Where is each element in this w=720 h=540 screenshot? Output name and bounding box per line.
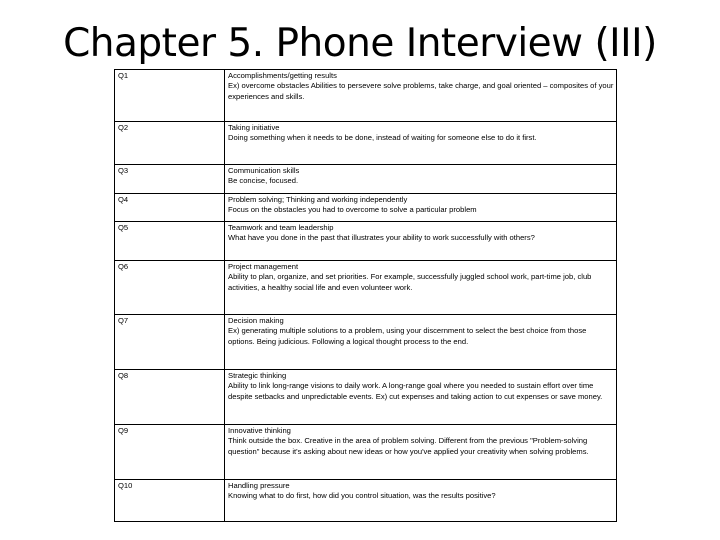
question-detail: Ex) overcome obstacles Abilities to persevere solve problems, take charge, and goal oriented – composites of your experiences and skills. — [228, 81, 614, 101]
question-detail: Focus on the obstacles you had to overcome to solve a particular problem — [228, 205, 477, 215]
table-row — [115, 370, 617, 425]
question-topic: Strategic thinking — [228, 371, 287, 380]
question-number: Q9 — [115, 425, 225, 480]
question-number: Q4 — [115, 194, 225, 222]
question-description — [225, 122, 617, 165]
question-topic: Handling pressure — [228, 481, 290, 490]
question-detail: Doing something when it needs to be done, instead of waiting for someone else to do it first. — [228, 133, 537, 143]
table-row — [115, 165, 617, 194]
question-detail: Knowing what to do first, how did you control situation, was the results positive? — [228, 491, 496, 501]
slide-title: Chapter 5. Phone Interview (III) — [63, 21, 657, 66]
question-topic: Teamwork and team leadership — [228, 223, 334, 232]
question-detail: Be concise, focused. — [228, 176, 299, 186]
question-detail: Ability to link long-range visions to daily work. A long-range goal where you needed to sustain effort over time despite setbacks and unpredictable events. Ex) cut expenses and taking action to cut expenses or save money. — [228, 381, 603, 401]
table-row — [115, 70, 617, 122]
question-number: Q10 — [115, 480, 225, 522]
question-number: Q1 — [115, 70, 225, 122]
question-topic: Taking initiative — [228, 123, 280, 132]
question-description — [225, 425, 617, 480]
question-number: Q7 — [115, 315, 225, 370]
question-topic: Project management — [228, 262, 299, 271]
question-description — [225, 222, 617, 261]
question-topic: Problem solving; Thinking and working independently — [228, 195, 408, 204]
question-description — [225, 194, 617, 222]
table-row — [115, 122, 617, 165]
question-description — [225, 370, 617, 425]
question-description — [225, 261, 617, 315]
table-row — [115, 315, 617, 370]
table-row — [115, 261, 617, 315]
table-row — [115, 194, 617, 222]
table-row — [115, 222, 617, 261]
question-description — [225, 480, 617, 522]
question-topic: Accomplishments/getting results — [228, 71, 337, 80]
question-number: Q2 — [115, 122, 225, 165]
question-description — [225, 165, 617, 194]
table-row — [115, 425, 617, 480]
question-detail: Ability to plan, organize, and set priorities. For example, successfully juggled school work, part-time job, club activities, a healthy social life and even volunteer work. — [228, 272, 592, 292]
interview-questions-table — [114, 69, 617, 522]
question-topic: Communication skills — [228, 166, 300, 175]
question-description — [225, 315, 617, 370]
question-detail: Ex) generating multiple solutions to a problem, using your discernment to select the best choice from those options. Being judicious. Following a logical thought process to the end. — [228, 326, 587, 346]
table-row — [115, 480, 617, 522]
question-number: Q5 — [115, 222, 225, 261]
question-description — [225, 70, 617, 122]
question-detail: Think outside the box. Creative in the area of problem solving. Different from the previous "Problem-solving question" because it's asking about new ideas or how you've applied your creativity when solving problems. — [228, 436, 589, 456]
question-number: Q3 — [115, 165, 225, 194]
question-number: Q6 — [115, 261, 225, 315]
question-number: Q8 — [115, 370, 225, 425]
question-topic: Decision making — [228, 316, 284, 325]
question-topic: Innovative thinking — [228, 426, 291, 435]
question-detail: What have you done in the past that illustrates your ability to work successfully with others? — [228, 233, 535, 243]
